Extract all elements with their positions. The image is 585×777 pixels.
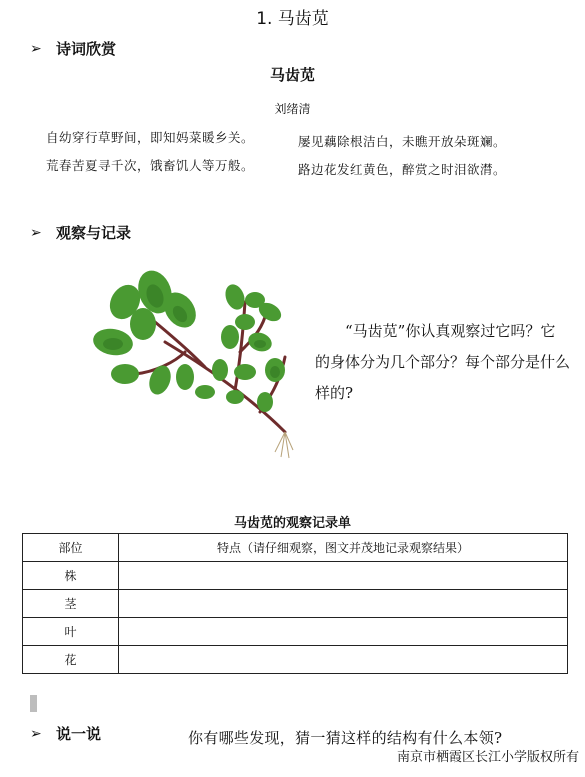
table-cell-part: 株 xyxy=(23,562,119,590)
arrow-bullet-icon: ➢ xyxy=(30,40,42,57)
table-cell-feature[interactable] xyxy=(119,590,568,618)
purslane-plant-image xyxy=(85,262,300,462)
table-cell-feature[interactable] xyxy=(119,562,568,590)
table-header-feature: 特点（请仔细观察，图文并茂地记录观察结果） xyxy=(119,534,568,562)
section-heading-say xyxy=(30,723,101,744)
table-cell-part: 叶 xyxy=(23,618,119,646)
observation-question: “马齿苋”你认真观察过它吗？它的身体分为几个部分？每个部分是什么样的? xyxy=(315,322,571,402)
discussion-question: 你有哪些发现，猜一猜这样的结构有什么本领? xyxy=(188,729,503,747)
table-cell-part: 茎 xyxy=(23,590,119,618)
record-table xyxy=(22,533,568,674)
page-title: 1. 马齿苋 xyxy=(256,9,329,29)
record-table-title: 马齿苋的观察记录单 xyxy=(233,516,351,531)
table-row xyxy=(23,590,568,618)
table-cell-feature[interactable] xyxy=(119,618,568,646)
section-heading-label: 观察与记录 xyxy=(56,224,132,242)
table-header-row xyxy=(23,534,568,562)
table-row xyxy=(23,646,568,674)
poem-title: 马齿苋 xyxy=(269,66,315,84)
arrow-bullet-icon: ➢ xyxy=(30,725,42,742)
section-heading-observe xyxy=(30,222,131,243)
arrow-bullet-icon: ➢ xyxy=(30,224,42,241)
section-divider-bar xyxy=(30,695,37,712)
table-header-part: 部位 xyxy=(23,534,119,562)
section-heading-poetry xyxy=(30,38,116,59)
poem-line: 路边花发红黄色，醉赏之时泪欲潸。 xyxy=(298,162,507,177)
table-cell-part: 花 xyxy=(23,646,119,674)
poem-author: 刘绪清 xyxy=(274,102,311,116)
section-heading-label: 诗词欣赏 xyxy=(56,40,117,58)
table-row xyxy=(23,562,568,590)
poem-line: 屡见藕除根洁白，未瞧开放朵斑斓。 xyxy=(298,134,507,149)
poem-line: 荒春苦夏寻千次，饿畜饥人等万般。 xyxy=(46,158,255,173)
poem-line: 自幼穿行草野间，即知妈菜暖乡关。 xyxy=(46,130,255,145)
table-row xyxy=(23,618,568,646)
table-cell-feature[interactable] xyxy=(119,646,568,674)
section-heading-label: 说一说 xyxy=(56,725,102,743)
copyright-footer: 南京市栖霞区长江小学版权所有 xyxy=(396,750,579,765)
